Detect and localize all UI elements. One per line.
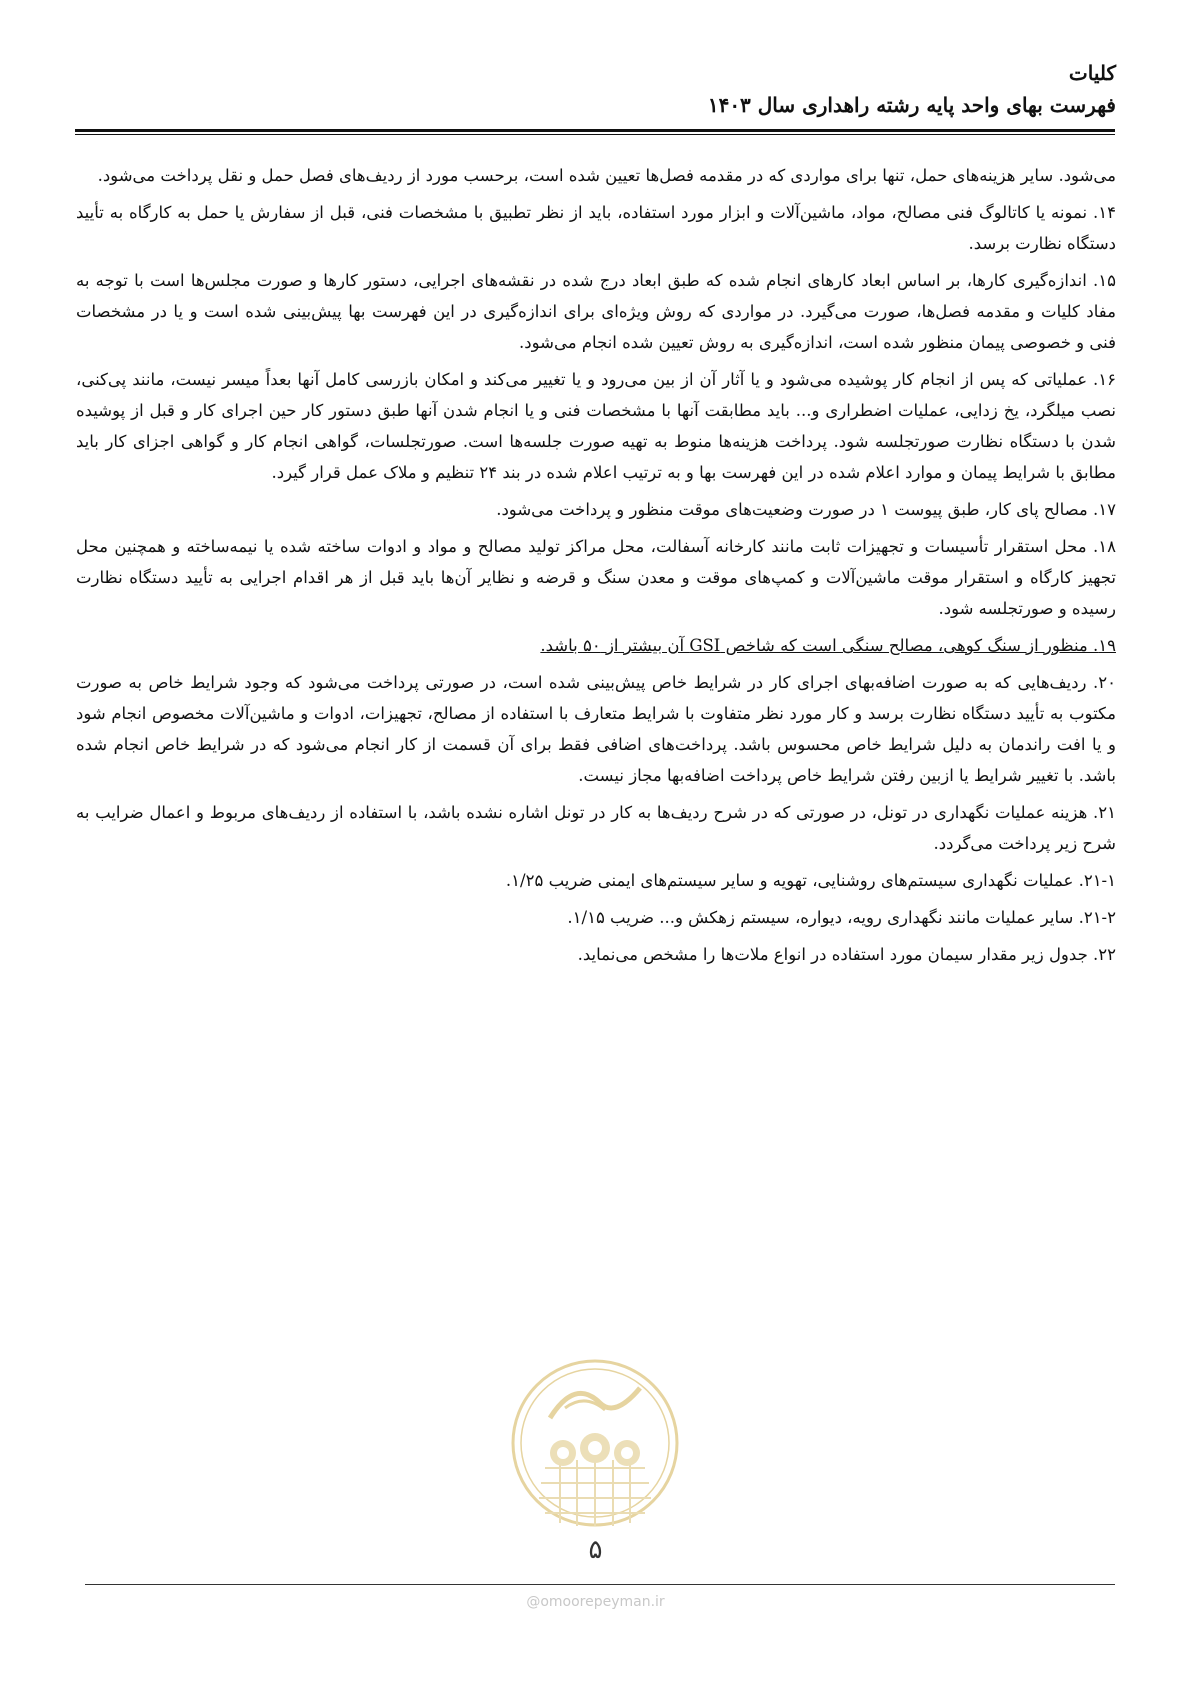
footer-rule: [85, 1584, 1115, 1585]
paragraph-18: ۱۸. محل استقرار تأسیسات و تجهیزات ثابت مانند کارخانه آسفالت، محل مراکز تولید مصالح و مواد و ادوات ساخته شده یا نیمه‌ساخته و همچنین محل تجهیز کارگاه و استقرار موقت ماشین‌آلات و کمپ‌های موقت و معدن سنگ و قرضه و نظایر آن‌ها باید قبل از هر اقدام اجرایی به تأیید دستگاه نظارت رسیده و صورتجلسه شود.: [76, 537, 1116, 618]
paragraph-22: ۲۲. جدول زیر مقدار سیمان مورد استفاده در انواع ملات‌ها را مشخص می‌نماید.: [577, 945, 1116, 964]
paragraph-17: ۱۷. مصالح پای کار، طبق پیوست ۱ در صورت وضعیت‌های موقت منظور و پرداخت می‌شود.: [496, 500, 1116, 519]
watermark-logo: [505, 1348, 685, 1558]
paragraph-21-2: ۲۱-۲. سایر عملیات مانند نگهداری رویه، دیواره، سیستم زهکش و... ضریب ۱/۱۵.: [567, 908, 1116, 927]
paragraph-14: ۱۴. نمونه یا کاتالوگ فنی مصالح، مواد، ماشین‌آلات و ابزار مورد استفاده، باید از نظر تطبیق با مشخصات فنی، قبل از سفارش یا حمل به کارگاه به تأیید دستگاه نظارت برسد.: [76, 203, 1116, 253]
paragraph-16: ۱۶. عملیاتی که پس از انجام کار پوشیده می‌شود و یا آثار آن از بین می‌رود و یا تغییر می‌کند و امکان بازرسی کامل آنها بعداً میسر نیست، مانند پی‌کنی، نصب میلگرد، یخ زدایی، عملیات اضطراری و... باید مطابقت آنها با مشخصات فنی و یا انجام شدن آنها طبق دستور کار حین اجرای کار و قبل از پوشیده شدن با دستگاه نظارت صورتجلسه شود. پرداخت هزینه‌ها منوط به تهیه صورت جلسه‌ها است. صورتجلسات، گواهی انجام کار و گواهی اجزای کار باید مطابق با شرایط پیمان و موارد اعلام شده در این فهرست بها و به ترتیب اعلام شده در بند ۲۴ تنظیم و ملاک عمل قرار گیرد.: [76, 370, 1116, 482]
paragraph-21: ۲۱. هزینه عملیات نگهداری در تونل، در صورتی که در شرح ردیف‌ها به کار در تونل اشاره نشده باشد، با استفاده از ردیف‌های مربوط و اعمال ضرایب به شرح زیر پرداخت می‌گردد.: [76, 803, 1116, 853]
header-rule-thick: [75, 129, 1115, 132]
paragraph-continuation: می‌شود. سایر هزینه‌های حمل، تنها برای مواردی که در مقدمه فصل‌ها تعیین شده است، برحسب مورد از ردیف‌های فصل حمل و نقل پرداخت می‌شود.: [97, 166, 1116, 185]
chapter-title: کلیات: [1068, 61, 1116, 85]
page-header: [76, 58, 1116, 122]
paragraph-21-1: ۲۱-۱. عملیات نگهداری سیستم‌های روشنایی، تهویه و سایر سیستم‌های ایمنی ضریب ۱/۲۵.: [505, 871, 1116, 890]
header-rule-thin: [75, 134, 1115, 135]
page-number: ۵: [588, 1535, 603, 1565]
paragraph-15: ۱۵. اندازه‌گیری کارها، بر اساس ابعاد کارهای انجام شده که طبق ابعاد درج شده در نقشه‌های اجرایی، دستور کارها و صورت مجلس‌ها است با توجه به مفاد کلیات و مقدمه فصل‌ها، صورت می‌گیرد. در مواردی که روش ویژه‌ای برای اندازه‌گیری در این فهرست بها پیش‌بینی شده است و یا در مشخصات فنی و خصوصی پیمان منظور شده است، اندازه‌گیری به روش تعیین شده انجام می‌شود.: [76, 271, 1116, 352]
footer-watermark-handle: @omoorepeyman.ir: [526, 1594, 665, 1610]
paragraph-19: [76, 630, 1116, 661]
document-subtitle: فهرست بهای واحد پایه رشته راهداری سال ۱۴۰۳: [707, 93, 1116, 117]
paragraph-19-text: ۱۹. منظور از سنگ کوهی، مصالح سنگی است که شاخص GSI آن بیشتر از ۵۰ باشد.: [540, 636, 1116, 655]
document-body: [76, 160, 1116, 976]
paragraph-20: ۲۰. ردیف‌هایی که به صورت اضافه‌بهای اجرای کار در شرایط خاص پیش‌بینی شده است، در صورتی پرداخت می‌شود که وجود شرایط خاص به صورت مکتوب به تأیید دستگاه نظارت برسد و کار مورد نظر متفاوت با شرایط متعارف با استفاده از مصالح، تجهیزات، ادوات و ماشین‌آلات مخصوص انجام شود و یا افت راندمان به دلیل شرایط خاص محسوس باشد. پرداخت‌های اضافی فقط برای آن قسمت از کار انجام می‌شود که در شرایط خاص انجام شده باشد. با تغییر شرایط یا ازبین رفتن شرایط خاص پرداخت اضافه‌بها مجاز نیست.: [76, 673, 1116, 785]
